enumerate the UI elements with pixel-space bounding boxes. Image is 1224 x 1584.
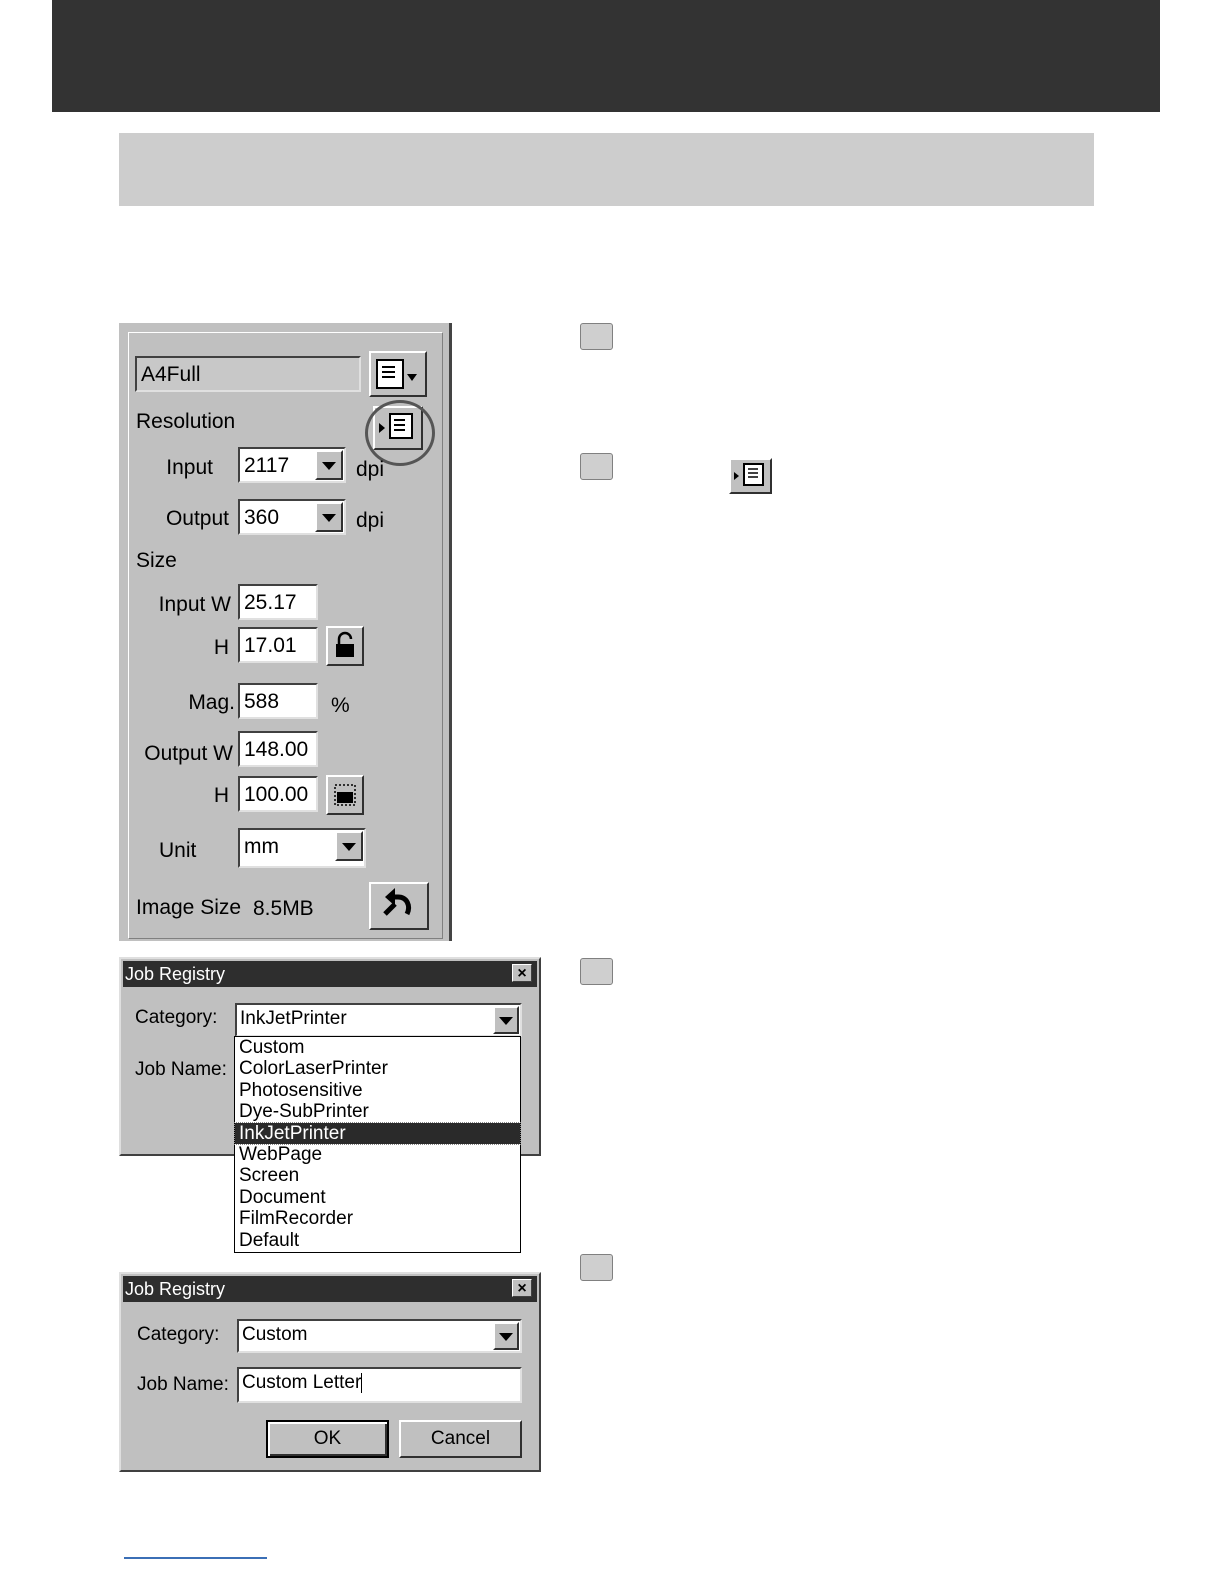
category-label: Category: xyxy=(135,1007,218,1028)
output-resolution-combo[interactable] xyxy=(238,499,346,535)
dialog-title: Job Registry xyxy=(125,1279,226,1299)
lock-icon xyxy=(328,628,362,664)
category-value: InkJetPrinter xyxy=(240,1008,347,1029)
section-heading-bar xyxy=(119,133,1094,206)
input-resolution-combo[interactable] xyxy=(238,447,346,483)
output-height-label: H xyxy=(213,784,229,807)
chevron-down-icon xyxy=(499,1333,513,1341)
job-registry-icon xyxy=(731,460,770,492)
chevron-down-icon xyxy=(322,514,336,522)
dialog-titlebar xyxy=(123,1276,537,1302)
input-width-field[interactable]: 25.17 xyxy=(238,584,318,620)
chevron-down-icon xyxy=(499,1017,513,1025)
job-menu-button[interactable] xyxy=(369,351,427,397)
resolution-label: Resolution xyxy=(136,410,236,433)
input-width-label: Input W xyxy=(158,593,231,616)
reset-button[interactable] xyxy=(369,882,429,930)
category-option[interactable]: Screen xyxy=(239,1165,300,1187)
undo-icon xyxy=(371,884,427,928)
cancel-button[interactable]: Cancel xyxy=(399,1420,522,1458)
job-registry-dialog-filled xyxy=(119,1272,541,1472)
dialog-titlebar xyxy=(123,961,537,987)
output-height-field[interactable]: 100.00 xyxy=(238,776,318,812)
step-marker-2 xyxy=(580,453,613,480)
category-dropdown-button[interactable] xyxy=(493,1322,519,1350)
input-resolution-label: Input xyxy=(166,456,213,479)
text-cursor xyxy=(361,1373,362,1393)
job-list-icon xyxy=(371,353,425,395)
input-height-field[interactable]: 17.01 xyxy=(238,627,318,663)
job-name-label: Job Name: xyxy=(135,1059,227,1080)
job-settings-panel xyxy=(119,323,452,941)
step-marker-4 xyxy=(580,1254,613,1281)
unit-label: Unit xyxy=(159,839,197,862)
output-resolution-label: Output xyxy=(165,507,229,530)
category-option[interactable]: Photosensitive xyxy=(239,1079,363,1101)
job-registry-button-inline xyxy=(729,458,772,494)
close-icon[interactable]: × xyxy=(512,964,532,982)
output-resolution-value: 360 xyxy=(244,506,280,529)
input-resolution-value: 2117 xyxy=(244,454,290,477)
page-header-bar xyxy=(52,0,1160,112)
category-label: Category: xyxy=(137,1324,220,1345)
step-marker-1 xyxy=(580,323,613,350)
image-size-value: 8.5MB xyxy=(253,897,314,920)
close-icon[interactable]: × xyxy=(512,1279,532,1297)
job-name-value: Custom Letter xyxy=(242,1372,362,1393)
job-name-input[interactable] xyxy=(237,1367,522,1403)
output-size-button[interactable] xyxy=(326,775,364,815)
category-value: Custom xyxy=(242,1324,308,1345)
chevron-down-icon xyxy=(342,843,356,851)
magnification-label: Mag. xyxy=(188,691,235,714)
unit-dropdown[interactable] xyxy=(335,831,363,861)
category-combo[interactable] xyxy=(237,1319,522,1353)
unit-value: mm xyxy=(244,835,279,858)
image-size-label: Image Size xyxy=(136,896,242,919)
category-options-list[interactable] xyxy=(234,1036,521,1253)
category-combo[interactable] xyxy=(235,1003,522,1037)
output-width-label: Output W xyxy=(144,742,233,765)
category-option[interactable]: Document xyxy=(239,1186,326,1208)
category-option[interactable]: Default xyxy=(239,1229,300,1251)
highlight-circle xyxy=(365,400,435,466)
dialog-title: Job Registry xyxy=(125,964,226,984)
output-dpi-unit: dpi xyxy=(356,509,385,532)
category-option[interactable]: WebPage xyxy=(239,1143,323,1165)
magnification-unit: % xyxy=(331,694,350,717)
input-dpi-unit: dpi xyxy=(356,458,385,481)
size-label: Size xyxy=(136,549,177,572)
step-marker-3 xyxy=(580,958,613,985)
footer-rule xyxy=(124,1557,267,1559)
input-resolution-dropdown[interactable] xyxy=(315,450,343,480)
category-option[interactable]: Dye-SubPrinter xyxy=(239,1101,369,1123)
input-height-label: H xyxy=(213,636,229,659)
chevron-down-icon xyxy=(322,462,336,470)
output-width-field[interactable]: 148.00 xyxy=(238,731,318,767)
aspect-lock-button[interactable] xyxy=(326,626,364,666)
frame-icon xyxy=(328,777,362,813)
category-option[interactable]: FilmRecorder xyxy=(239,1208,354,1230)
category-option[interactable]: Custom xyxy=(239,1037,305,1058)
category-option-selected[interactable]: InkJetPrinter xyxy=(235,1123,520,1144)
magnification-field[interactable]: 588 xyxy=(238,683,318,719)
unit-select[interactable] xyxy=(238,828,366,868)
job-name-field: A4Full xyxy=(135,356,361,392)
job-name-label: Job Name: xyxy=(137,1374,229,1395)
category-dropdown-button[interactable] xyxy=(493,1006,519,1034)
category-option[interactable]: ColorLaserPrinter xyxy=(239,1058,388,1080)
output-resolution-dropdown[interactable] xyxy=(315,502,343,532)
ok-button[interactable]: OK xyxy=(266,1420,389,1458)
